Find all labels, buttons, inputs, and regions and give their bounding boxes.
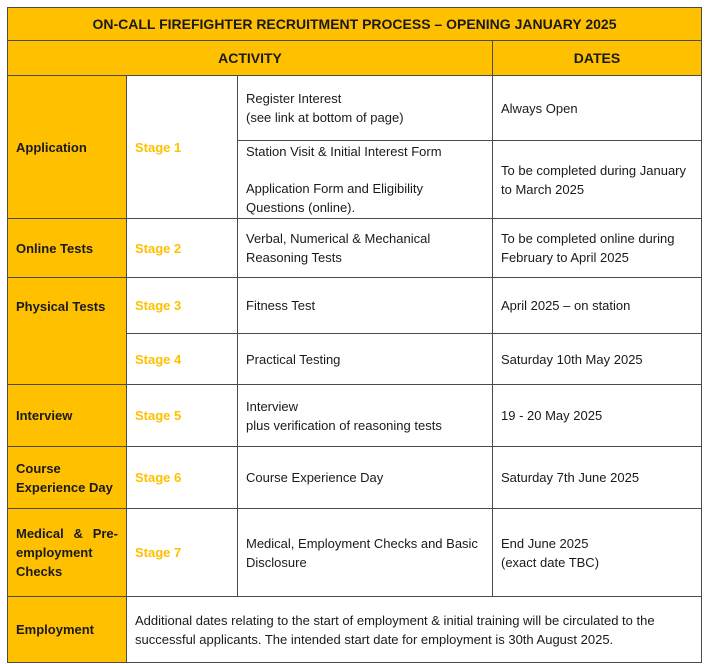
category-application: Application (8, 76, 127, 219)
stage-3-label: Stage 3 (127, 278, 238, 334)
activity-station-visit-application: Station Visit & Initial Interest Form Application Form and Eligibility Questions (online). (238, 141, 493, 219)
category-medical-checks: Medical & Pre- employment Checks (8, 509, 127, 597)
activity-course-experience-day: Course Experience Day (238, 447, 493, 509)
activity-header: ACTIVITY (8, 41, 493, 76)
date-practical-testing: Saturday 10th May 2025 (493, 334, 702, 385)
date-application-form: To be completed during January to March 2025 (493, 141, 702, 219)
activity-practical-testing: Practical Testing (238, 334, 493, 385)
category-interview: Interview (8, 385, 127, 447)
date-fitness-test: April 2025 – on station (493, 278, 702, 334)
activity-register-interest: Register Interest (see link at bottom of page) (238, 76, 493, 141)
stage-5-label: Stage 5 (127, 385, 238, 447)
category-online-tests: Online Tests (8, 219, 127, 278)
category-physical-tests: Physical Tests (8, 278, 127, 385)
stage-6-label: Stage 6 (127, 447, 238, 509)
activity-reasoning-tests: Verbal, Numerical & Mechanical Reasoning Tests (238, 219, 493, 278)
table-title: ON-CALL FIREFIGHTER RECRUITMENT PROCESS – OPENING JANUARY 2025 (8, 8, 702, 41)
date-online-tests: To be completed online during February to April 2025 (493, 219, 702, 278)
stage-4-label: Stage 4 (127, 334, 238, 385)
dates-header: DATES (493, 41, 702, 76)
category-course-experience-day: Course Experience Day (8, 447, 127, 509)
category-employment: Employment (8, 597, 127, 663)
date-register-interest: Always Open (493, 76, 702, 141)
activity-medical-checks: Medical, Employment Checks and Basic Disclosure (238, 509, 493, 597)
activity-fitness-test: Fitness Test (238, 278, 493, 334)
recruitment-table (7, 7, 702, 663)
date-course-experience-day: Saturday 7th June 2025 (493, 447, 702, 509)
activity-station-visit: Station Visit & Initial Interest Form (246, 144, 442, 159)
date-medical: End June 2025 (exact date TBC) (493, 509, 702, 597)
stage-1-label: Stage 1 (127, 76, 238, 219)
employment-note: Additional dates relating to the start of employment & initial training will be circulated to the successful applicants. The intended start date for employment is 30th August 2025. (127, 597, 702, 663)
activity-application-form: Application Form and Eligibility (246, 181, 424, 196)
stage-2-label: Stage 2 (127, 219, 238, 278)
stage-7-label: Stage 7 (127, 509, 238, 597)
date-interview: 19 - 20 May 2025 (493, 385, 702, 447)
activity-interview: Interview plus verification of reasoning tests (238, 385, 493, 447)
